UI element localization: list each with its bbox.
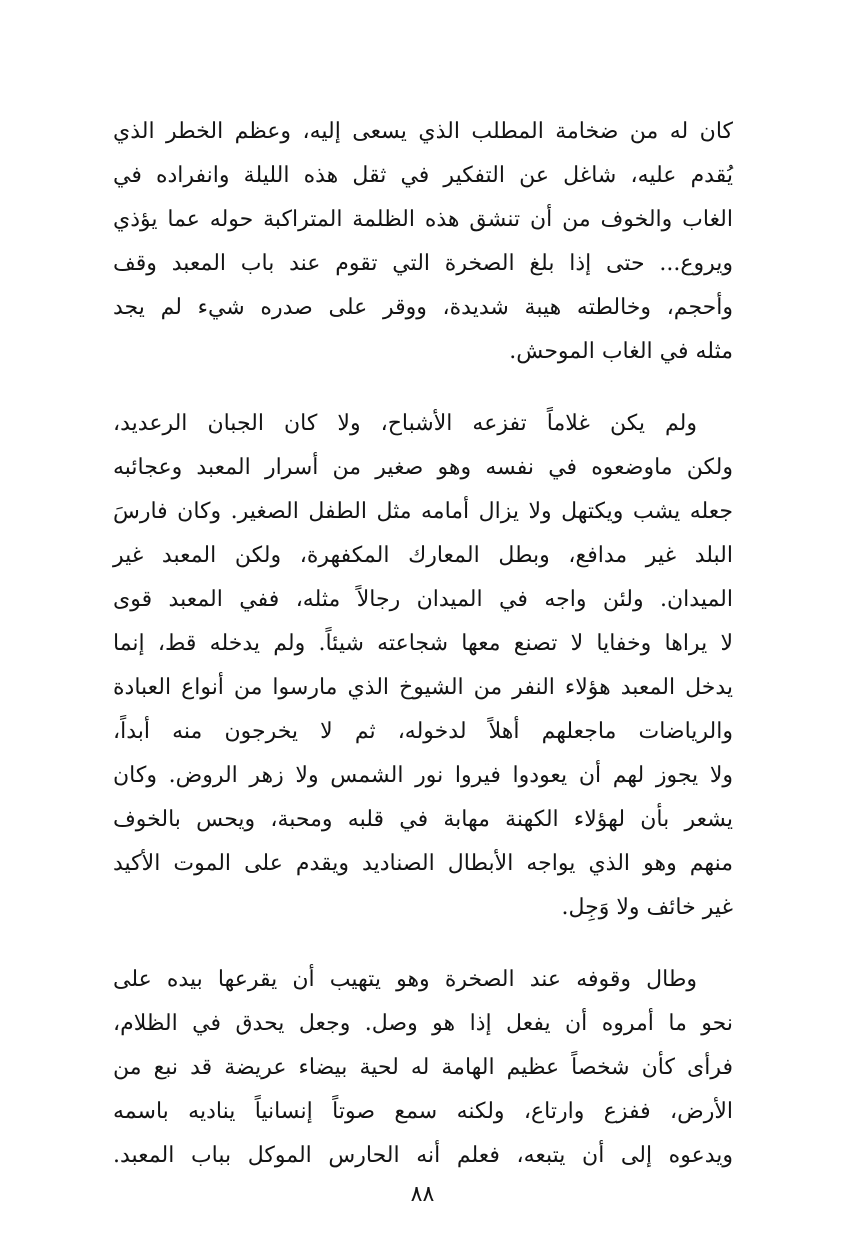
text-line: ولكن ماوضعوه في نفسه وهو صغير من أسرار المعبد وعجائبه (113, 455, 733, 480)
paragraph-3 (113, 958, 733, 1178)
text-line: ولم يكن غلاماً تفزعه الأشباح، ولا كان الجبان الرعديد، (113, 411, 697, 436)
text-line: غير خائف ولا وَجِل. (561, 895, 733, 920)
text-line: يُقدم عليه، شاغل عن التفكير في ثقل هذه الليلة وانفراده في (113, 163, 733, 188)
paragraph-1 (113, 110, 733, 374)
page-number: ٨٨ (410, 1182, 435, 1207)
body-text (113, 110, 733, 1178)
paragraph-2 (113, 402, 733, 930)
text-line: الميدان. ولئن واجه في الميدان رجالاً مثله، ففي المعبد قوى (113, 587, 733, 612)
text-line: الغاب والخوف من أن تنشق هذه الظلمة المتراكبة حوله عما يؤذي (113, 207, 733, 232)
text-line: منهم وهو الذي يواجه الأبطال الصناديد ويقدم على الموت الأكيد (113, 851, 733, 876)
text-line: يدخل المعبد هؤلاء النفر من الشيوخ الذي مارسوا من أنواع العبادة (113, 675, 733, 700)
text-line: ولا يجوز لهم أن يعودوا فيروا نور الشمس ولا زهر الروض. وكان (113, 763, 733, 788)
text-line: يشعر بأن لهؤلاء الكهنة مهابة في قلبه ومحبة، ويحس بالخوف (113, 807, 733, 832)
text-line: وطال وقوفه عند الصخرة وهو يتهيب أن يقرعها بيده على (113, 967, 697, 992)
text-line: والرياضات ماجعلهم أهلاً لدخوله، ثم لا يخرجون منه أبداً، (113, 719, 733, 744)
text-line: ويروع... حتى إذا بلغ الصخرة التي تقوم عند باب المعبد وقف (113, 251, 733, 276)
text-line: كان له من ضخامة المطلب الذي يسعى إليه، وعظم الخطر الذي (113, 119, 733, 144)
text-line: البلد غير مدافع، وبطل المعارك المكفهرة، ولكن المعبد غير (113, 543, 733, 568)
text-line: جعله يشب ويكتهل ولا يزال أمامه مثل الطفل الصغير. وكان فارسَ (113, 499, 733, 524)
text-line: نحو ما أمروه أن يفعل إذا هو وصل. وجعل يحدق في الظلام، (113, 1011, 733, 1036)
text-line: لا يراها وخفايا لا تصنع معها شجاعته شيئاً. ولم يدخله قط، إنما (113, 631, 733, 656)
text-line: وأحجم، وخالطته هيبة شديدة، ووقر على صدره شيء لم يجد (113, 295, 733, 320)
text-line: مثله في الغاب الموحش. (509, 339, 733, 364)
text-line: فرأى كأن شخصاً عظيم الهامة له لحية بيضاء عريضة قد نبع من (113, 1055, 733, 1080)
text-line: الأرض، ففزع وارتاع، ولكنه سمع صوتاً إنسانياً يناديه باسمه (113, 1099, 733, 1124)
text-line: ويدعوه إلى أن يتبعه، فعلم أنه الحارس الموكل بباب المعبد. (113, 1143, 733, 1168)
